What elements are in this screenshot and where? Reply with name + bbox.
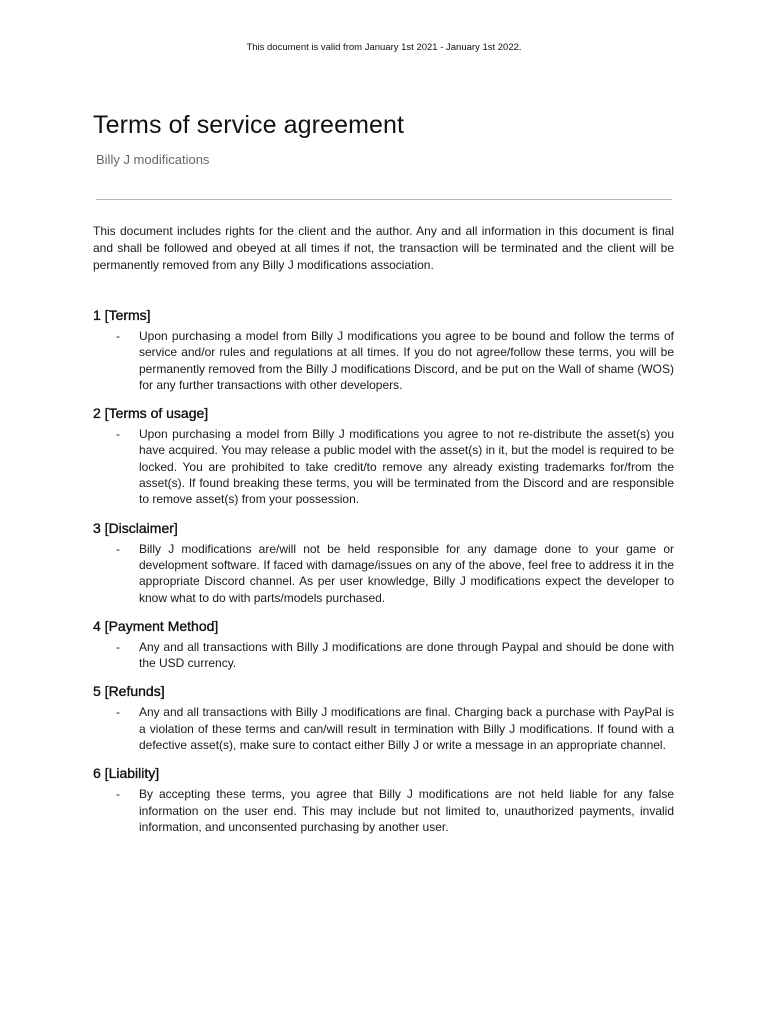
list-item [93, 704, 674, 753]
list-item [93, 639, 674, 672]
bullet-dash: - [116, 329, 120, 343]
validity-note: This document is valid from January 1st 2021 - January 1st 2022. [246, 42, 522, 53]
section-heading: 6 [Liability] [93, 765, 160, 782]
section-terms [93, 305, 674, 393]
section-text: Any and all transactions with Billy J modifications are final. Charging back a purchase with PayPal is a violation of these terms and can/will result in termination with Billy J modifications. If found with a defective asset(s), make sure to contact either Billy J or write a message in an appropriate channel. [139, 705, 674, 753]
section-text: Billy J modifications are/will not be held responsible for any damage done to your game or development software. If faced with damage/issues on any of the above, feel free to address it in the appropriate Discord channel. As per user knowledge, Billy J modifications expect the developer to know what to do with parts/models purchased. [139, 541, 674, 605]
list-item [93, 786, 674, 835]
section-heading: 3 [Disclaimer] [93, 519, 178, 536]
section-heading: 2 [Terms of usage] [93, 405, 209, 422]
bullet-dash: - [116, 541, 120, 556]
list-item [93, 541, 674, 606]
list-item [93, 426, 674, 507]
section-payment-method [93, 616, 674, 672]
bullet-dash: - [116, 787, 120, 802]
sections-list [93, 305, 674, 845]
intro-paragraph: This document includes rights for the client and the author. Any and all information in this document is final and shall be followed and obeyed at all times if not, the transaction will be terminated and the client will be permanently removed from any Billy J modifications association. [93, 224, 674, 272]
section-heading: 4 [Payment Method] [93, 617, 219, 634]
list-item [93, 328, 674, 393]
section-text: Upon purchasing a model from Billy J modifications you agree to be bound and follow the terms of service and/or rules and regulations at all times. If you do not agree/follow these terms, you will be permanently removed from the Billy J modifications Discord, and be put on the Wall of shame (WOS) for any further transactions with other developers. [139, 329, 674, 392]
bullet-dash: - [116, 705, 120, 720]
title-divider [96, 199, 672, 200]
section-disclaimer [93, 518, 674, 606]
section-text: Upon purchasing a model from Billy J modifications you agree to not re-distribute the asset(s) you have acquired. You may release a public model with the asset(s) in it, but the model is required to be locked. You are prohibited to take credit/to remove any already existing trademarks for/from the asset(s). If found breaking these terms, you will be terminated from the Discord and are responsible to remove asset(s) from your possession. [139, 427, 674, 507]
document-title: Terms of service agreement [93, 111, 405, 139]
section-heading: 1 [Terms] [93, 307, 151, 323]
section-text: Any and all transactions with Billy J modifications are done through Paypal and should be done with the USD currency. [139, 639, 674, 671]
section-liability [93, 763, 674, 835]
section-terms-of-usage [93, 403, 674, 507]
section-refunds [93, 681, 674, 753]
section-text: By accepting these terms, you agree that Billy J modifications are not held liable for any false information on the user end. This may include but not limited to, unauthorized payments, invalid information, and unconsented purchasing by another user. [139, 787, 674, 834]
bullet-dash: - [116, 427, 120, 442]
document-subtitle: Billy J modifications [96, 152, 210, 167]
section-heading: 5 [Refunds] [93, 683, 165, 700]
bullet-dash: - [116, 639, 120, 654]
